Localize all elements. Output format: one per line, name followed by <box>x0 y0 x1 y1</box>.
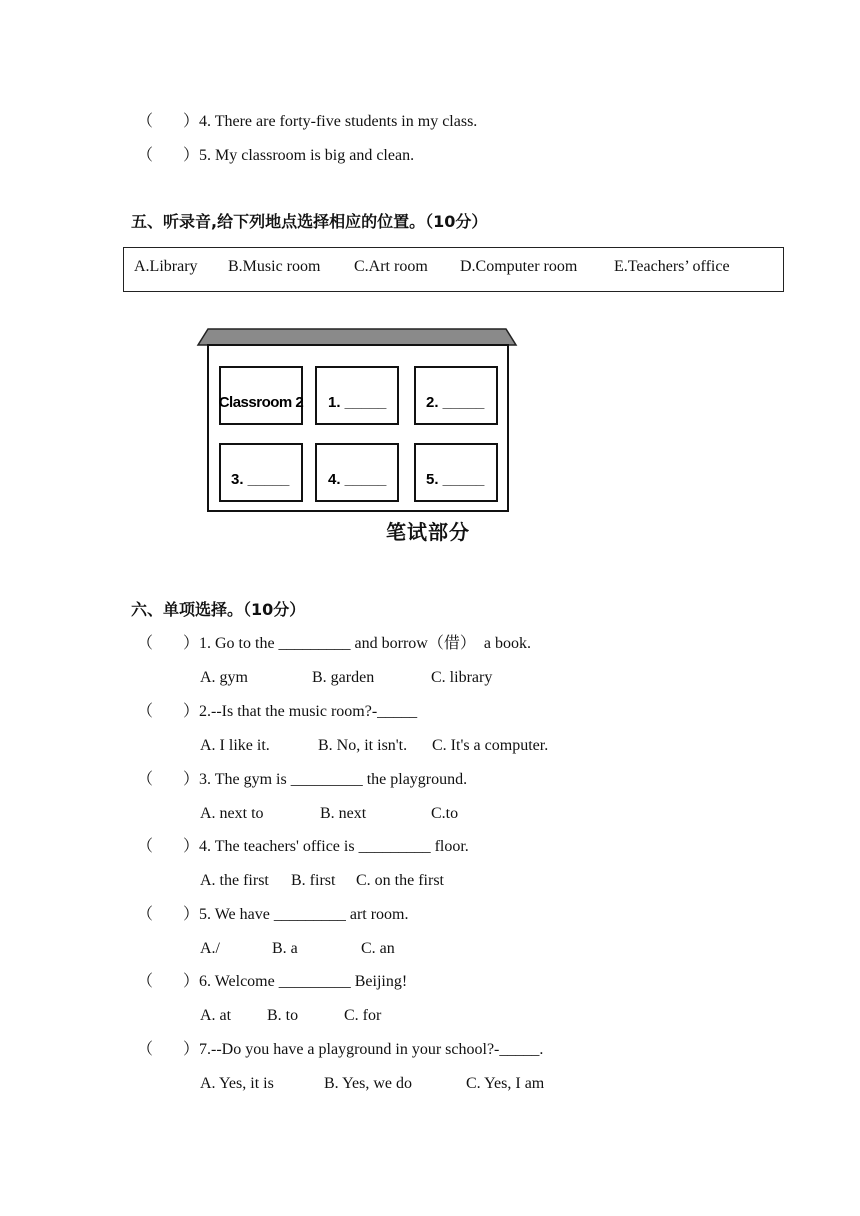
answer-choice-a: A. Yes, it is <box>200 1075 274 1092</box>
answer-choice-c: C. for <box>344 1007 382 1024</box>
question-text: 1. Go to the _________ and borrow（借） a book. <box>199 635 531 652</box>
room-label: 5. _____ <box>426 471 485 488</box>
room-label: 4. _____ <box>328 471 387 488</box>
room-2 <box>415 367 497 424</box>
question-text: 4. There are forty-five students in my class. <box>199 113 478 130</box>
answer-choice-a: A. I like it. <box>200 737 270 754</box>
answer-choice-a: A./ <box>200 940 220 957</box>
answer-paren-open[interactable]: （ <box>137 771 154 788</box>
question-text: 5. We have _________ art room. <box>199 906 409 923</box>
room-label: 3. _____ <box>231 471 290 488</box>
room-classroom-2 <box>219 367 304 424</box>
answer-paren-open[interactable]: （ <box>137 147 154 164</box>
answer-choice-a: A. the first <box>200 872 269 889</box>
section6-heading: 六、单项选择。（10分） <box>131 600 306 619</box>
question-text: 3. The gym is _________ the playground. <box>199 771 468 788</box>
option-music-room: B.Music room <box>228 258 321 275</box>
answer-choice-a: A. next to <box>200 805 264 822</box>
answer-paren-close: ） <box>183 113 200 130</box>
location-options-box <box>123 247 784 292</box>
answer-paren-close: ） <box>183 147 200 164</box>
answer-paren-open[interactable]: （ <box>137 838 154 855</box>
answer-paren-close: ） <box>183 906 200 923</box>
question-text: 6. Welcome _________ Beijing! <box>199 973 408 990</box>
room-label: Classroom 2 <box>218 394 304 411</box>
room-1 <box>316 367 398 424</box>
answer-choice-b: B. garden <box>312 669 375 686</box>
question-text: 5. My classroom is big and clean. <box>199 147 415 164</box>
room-4 <box>316 444 398 501</box>
question-text: 2.--Is that the music room?-_____ <box>199 703 418 720</box>
building-roof <box>198 329 516 345</box>
answer-paren-open[interactable]: （ <box>137 113 154 130</box>
answer-paren-close: ） <box>183 838 200 855</box>
answer-choice-c: C. an <box>361 940 395 957</box>
option-art-room: C.Art room <box>354 258 428 275</box>
answer-paren-close: ） <box>183 1041 200 1058</box>
answer-choice-c: C. It's a computer. <box>432 737 549 754</box>
answer-choice-b: B. No, it isn't. <box>318 737 408 754</box>
room-5 <box>415 444 497 501</box>
answer-paren-close: ） <box>183 771 200 788</box>
written-section-title: 笔试部分 <box>386 520 470 544</box>
answer-choice-b: B. Yes, we do <box>324 1075 413 1092</box>
answer-choice-b: B. next <box>320 805 367 822</box>
answer-choice-a: A. at <box>200 1007 232 1024</box>
answer-paren-close: ） <box>183 635 200 652</box>
option-computer-room: D.Computer room <box>460 258 578 275</box>
question-text: 4. The teachers' office is _________ floor. <box>199 838 469 855</box>
room-3 <box>220 444 302 501</box>
answer-paren-open[interactable]: （ <box>137 973 154 990</box>
answer-choice-c: C.to <box>431 805 459 822</box>
answer-paren-close: ） <box>183 703 200 720</box>
answer-paren-close: ） <box>183 973 200 990</box>
option-library: A.Library <box>134 258 198 275</box>
answer-paren-open[interactable]: （ <box>137 1041 154 1058</box>
school-building-diagram <box>194 325 522 515</box>
room-label: 2. _____ <box>426 394 485 411</box>
answer-paren-open[interactable]: （ <box>137 703 154 720</box>
answer-paren-open[interactable]: （ <box>137 906 154 923</box>
answer-choice-c: C. on the first <box>356 872 444 889</box>
answer-paren-open[interactable]: （ <box>137 635 154 652</box>
section5-heading: 五、听录音,给下列地点选择相应的位置。（10分） <box>131 212 488 231</box>
answer-choice-a: A. gym <box>200 669 248 686</box>
option-teachers-office: E.Teachers’ office <box>614 258 730 275</box>
answer-choice-b: B. a <box>272 940 298 957</box>
answer-choice-b: B. to <box>267 1007 299 1024</box>
answer-choice-b: B. first <box>291 872 336 889</box>
room-label: 1. _____ <box>328 394 387 411</box>
answer-choice-c: C. Yes, I am <box>466 1075 545 1092</box>
answer-choice-c: C. library <box>431 669 493 686</box>
question-text: 7.--Do you have a playground in your school?-_____. <box>199 1041 544 1058</box>
